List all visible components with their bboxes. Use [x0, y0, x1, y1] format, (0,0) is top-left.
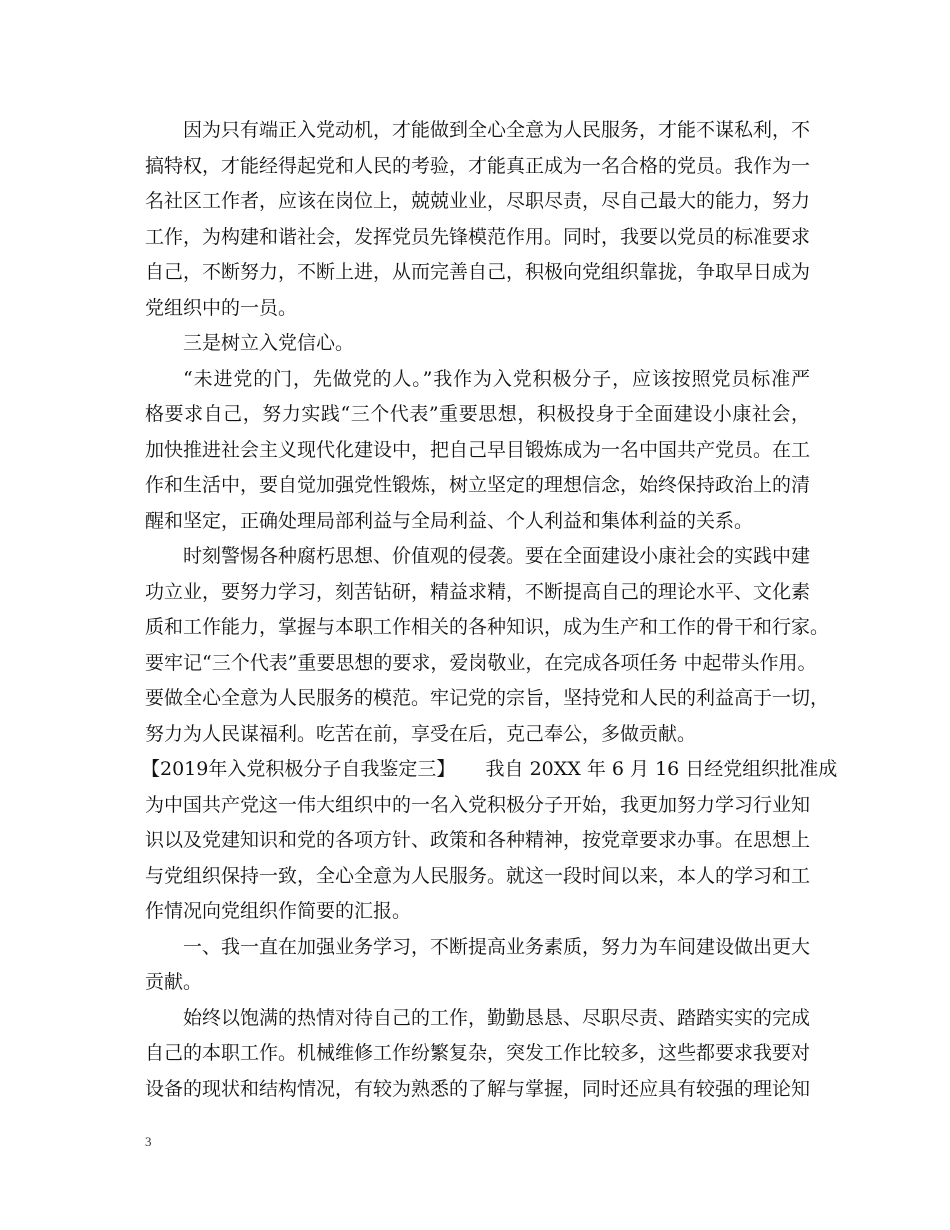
text-line: 贡献。	[145, 971, 203, 993]
text-line: 自己，不断努力，不断上进，从而完善自己，积极向党组织靠拢，争取早日成为	[145, 261, 811, 283]
text-line: 功立业，要努力学习，刻苦钻研，精益求精，不断提高自己的理论水平、文化素	[145, 580, 811, 603]
page-number: 3	[145, 1134, 152, 1149]
text-line: 作情况向党组织作简要的汇报。	[145, 900, 412, 922]
text-line: 质和工作能力，掌握与本职工作相关的各种知识，成为生产和工作的骨干和行家。	[145, 616, 830, 638]
text-line: 一、我一直在加强业务学习，不断提高业务素质，努力为车间建设做出更大	[183, 935, 811, 958]
section-heading: 三是树立入党信心。	[183, 332, 355, 354]
text-line: 始终以饱满的热情对待自己的工作，勤勤恳恳、尽职尽责、踏踏实实的完成	[183, 1006, 811, 1029]
text-line: 自己的本职工作。机械维修工作纷繁复杂，突发工作比较多，这些都要求我要对	[145, 1042, 811, 1064]
text-line: 醒和坚定，正确处理局部利益与全局利益、个人利益和集体利益的关系。	[145, 509, 754, 532]
text-line: 要牢记“三个代表”重要思想的要求，爱岗敬业，在完成各项任务 中起带头作用。	[145, 651, 817, 674]
text-line: 工作，为构建和谐社会，发挥党员先锋模范作用。同时，我要以党员的标准要求	[145, 225, 811, 248]
text-line: 要做全心全意为人民服务的模范。牢记党的宗旨，坚持党和人民的利益高于一切，	[145, 687, 830, 709]
text-line: 努力为人民谋福利。吃苦在前，享受在后，克己奉公，多做贡献。	[145, 722, 697, 745]
text-line: 为中国共产党这一伟大组织中的一名入党积极分子开始，我更加努力学习行业知	[145, 793, 811, 816]
text-line: 加快推进社会主义现代化建设中，把自己早目锻炼成为一名中国共产党员。在工	[145, 438, 811, 461]
text-line: 格要求自己，努力实践“三个代表”重要思想，积极投身于全面建设小康社会，	[145, 403, 810, 425]
text-line: 识以及党建知识和党的各项方针、政策和各种精神，按党章要求办事。在思想上	[145, 829, 811, 851]
text-line: 搞特权，才能经得起党和人民的考验，才能真正成为一名合格的党员。我作为一	[145, 154, 811, 177]
text-line: 名社区工作者，应该在岗位上，兢兢业业，尽职尽责，尽自己最大的能力，努力	[145, 190, 811, 212]
text-line: 因为只有端正入党动机，才能做到全心全意为人民服务，才能不谋私利，不	[183, 119, 811, 141]
document-body	[141, 113, 838, 1107]
section-title-line: 【2019年入党积极分子自我鉴定三】 我自 20XX 年 6 月 16 日经党组织批准成	[141, 758, 838, 780]
text-line: 时刻警惕各种腐朽思想、价值观的侵袭。要在全面建设小康社会的实践中建	[183, 545, 811, 567]
text-line: 党组织中的一员。	[145, 296, 298, 319]
text-line: “未进党的门，先做党的人。”我作为入党积极分子，应该按照党员标准严	[183, 367, 810, 390]
text-line: 作和生活中，要自觉加强党性锻炼，树立坚定的理想信念，始终保持政治上的清	[145, 474, 811, 496]
text-line: 设备的现状和结构情况，有较为熟悉的了解与掌握，同时还应具有较强的理论知	[145, 1077, 811, 1100]
text-line: 与党组织保持一致，全心全意为人民服务。就这一段时间以来，本人的学习和工	[145, 864, 811, 887]
